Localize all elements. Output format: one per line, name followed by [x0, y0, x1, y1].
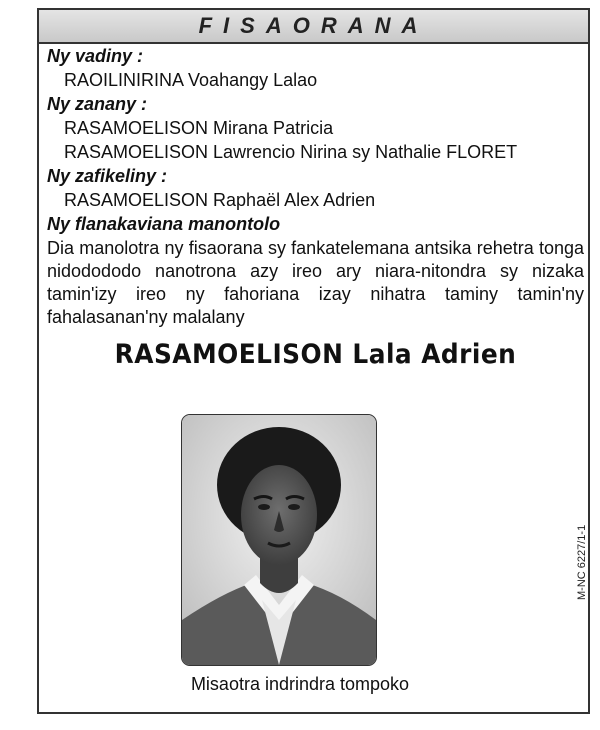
child-name: RASAMOELISON Mirana Patricia: [64, 118, 334, 138]
spouse-name: RAOILINIRINA Voahangy Lalao: [64, 70, 318, 90]
deceased-name: RASAMOELISON Lala Adrien: [114, 339, 517, 370]
grandchild-name: RASAMOELISON Raphaël Alex Adrien: [64, 190, 376, 210]
reference-code: M-NC 6227/1-1: [576, 524, 588, 600]
spouse-label: Ny vadiny :: [47, 46, 144, 66]
family-label: Ny flanakaviana manontolo: [47, 214, 281, 234]
portrait-image: [182, 415, 376, 665]
notice-banner: FISAORANA: [39, 10, 588, 44]
grandchildren-label: Ny zafikeliny :: [47, 166, 168, 186]
child-name: RASAMOELISON Lawrencio Nirina sy Nathalie FLORET: [64, 142, 518, 162]
children-label: Ny zanany :: [47, 94, 148, 114]
thanks-message: Dia manolotra ny fisaorana sy fankatelemana antsika rehetra tonga nidodododo nanotrona azy ireo ary niara-nitondra sy nizaka tamin'izy ireo ny fahoriana izay nihatra taminy tamin'ny fahalasanan'ny malalany: [47, 238, 584, 327]
portrait-photo: [181, 414, 377, 666]
notice-content: [47, 44, 584, 371]
caption: Misaotra indrindra tompoko: [190, 674, 410, 694]
